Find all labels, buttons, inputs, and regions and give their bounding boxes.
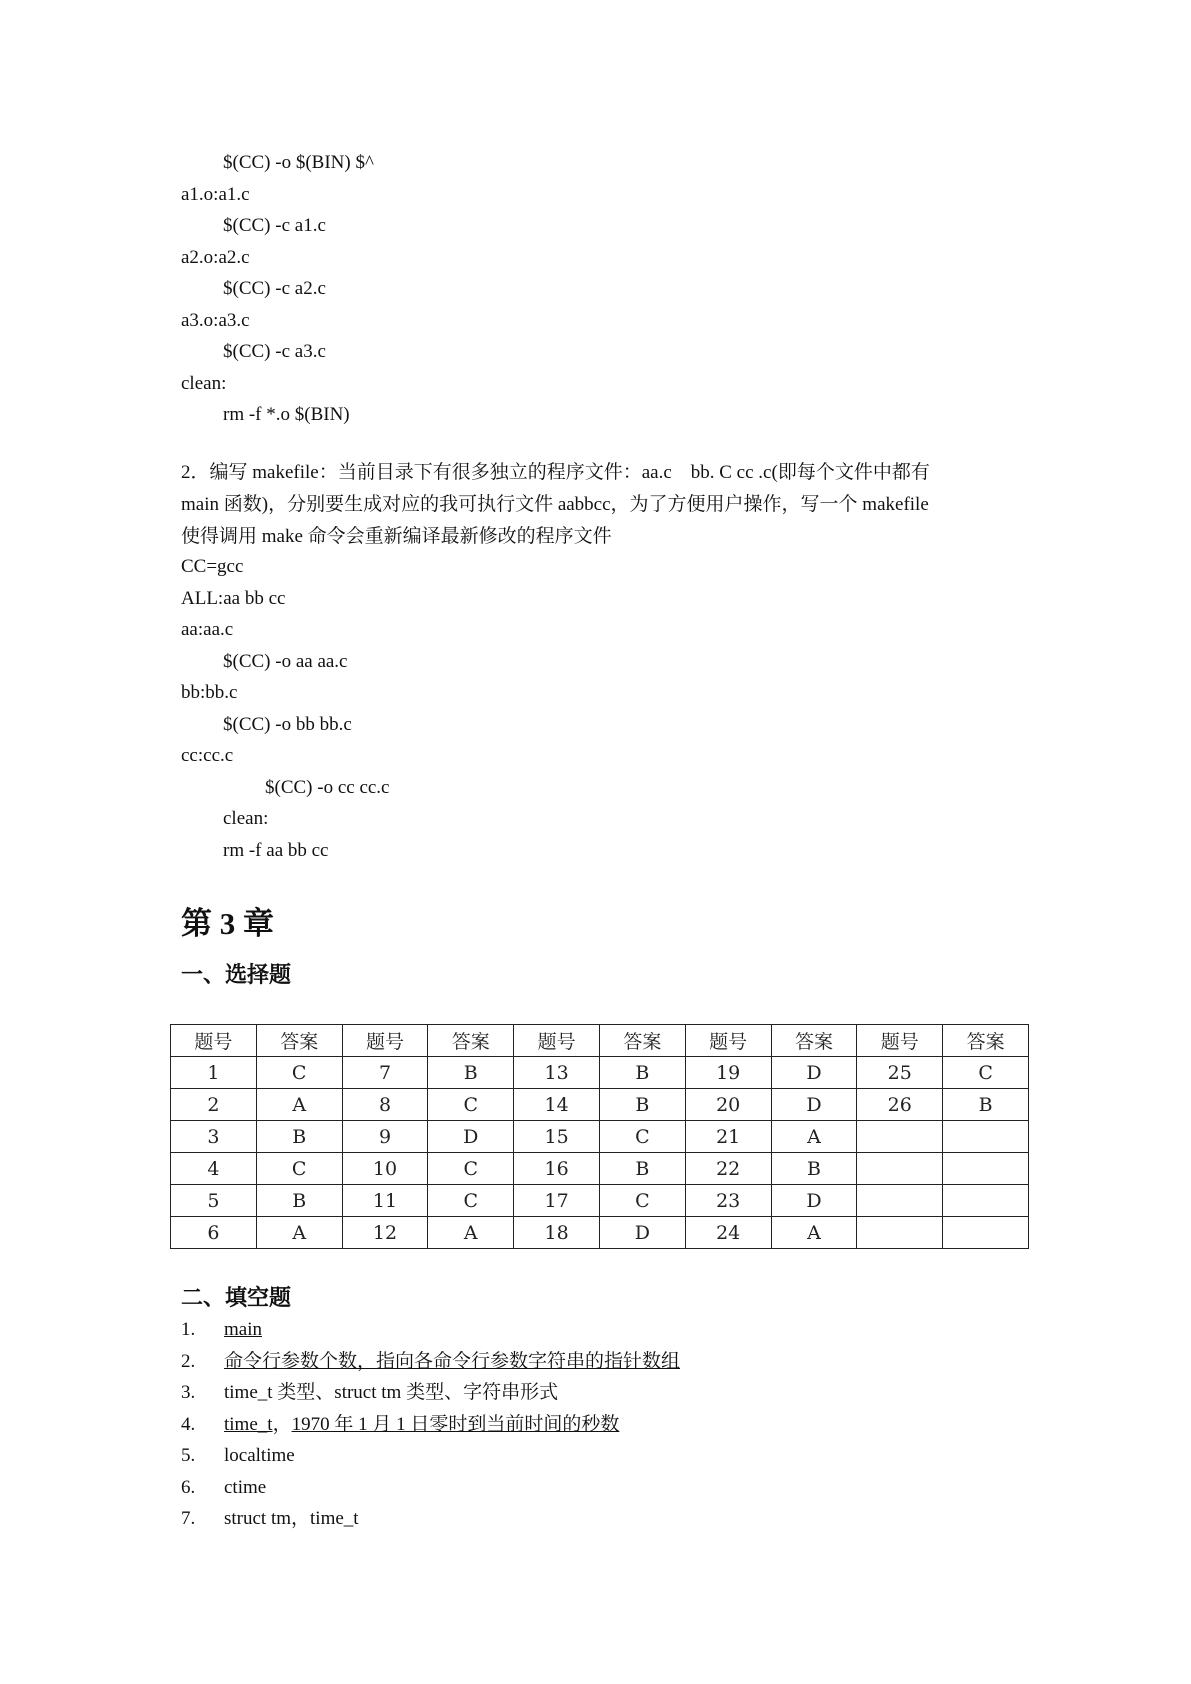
question-number-cell: [857, 1185, 943, 1217]
header-question-number: 题号: [514, 1025, 600, 1057]
answer-cell: C: [256, 1057, 342, 1089]
fill-item-answer: [224, 1381, 558, 1405]
question-number-cell: 21: [685, 1121, 771, 1153]
question-number-cell: 5: [171, 1185, 257, 1217]
question-2-line-3: 使得调用 make 命令会重新编译最新修改的程序文件: [181, 526, 612, 547]
fill-item-number: 7.: [181, 1508, 196, 1529]
question-number-cell: 25: [857, 1057, 943, 1089]
question-number-cell: 10: [342, 1153, 428, 1185]
table-row: [171, 1185, 1029, 1217]
answer-cell: A: [428, 1217, 514, 1249]
answer-table: [170, 1024, 1029, 1249]
answer-cell: B: [943, 1089, 1029, 1121]
question-number-cell: 18: [514, 1217, 600, 1249]
header-answer: 答案: [943, 1025, 1029, 1057]
code-line: clean:: [181, 372, 227, 394]
answer-cell: B: [599, 1057, 685, 1089]
answer-cell: D: [771, 1185, 857, 1217]
header-question-number: 题号: [342, 1025, 428, 1057]
code-line: $(CC) -o $(BIN) $^: [223, 152, 374, 173]
fill-item-answer: [224, 1444, 295, 1468]
question-number-cell: 11: [342, 1185, 428, 1217]
answer-text: time_t: [224, 1413, 273, 1435]
question-number-cell: 26: [857, 1089, 943, 1121]
fill-item-number: 3.: [181, 1382, 196, 1403]
answer-cell: [943, 1153, 1029, 1185]
fill-item-number: 1.: [181, 1319, 196, 1340]
question-number-cell: 15: [514, 1121, 600, 1153]
code-line: bb:bb.c: [181, 682, 238, 703]
code-line: a2.o:a2.c: [181, 246, 250, 268]
answer-cell: A: [256, 1217, 342, 1249]
question-number-cell: 12: [342, 1217, 428, 1249]
question-2-line-2: main 函数)，分别要生成对应的我可执行文件 aabbcc，为了方便用户操作，写一个 makefile: [181, 494, 929, 515]
answer-cell: [943, 1217, 1029, 1249]
code-line: cc:cc.c: [181, 745, 234, 766]
question-number-cell: 16: [514, 1153, 600, 1185]
answer-cell: C: [943, 1057, 1029, 1089]
question-number-cell: 14: [514, 1089, 600, 1121]
fill-item-number: 5.: [181, 1445, 196, 1466]
question-number-cell: 19: [685, 1057, 771, 1089]
answer-text: time_t 类型、struct tm 类型、字符串形式: [224, 1382, 559, 1403]
answer-cell: D: [771, 1057, 857, 1089]
question-number-cell: 7: [342, 1057, 428, 1089]
code-line: aa:aa.c: [181, 619, 234, 640]
section-choice-title: 一、选择题: [181, 962, 292, 987]
fill-item-answer: [224, 1318, 262, 1342]
fill-item-number: 6.: [181, 1476, 196, 1498]
question-number-cell: 17: [514, 1185, 600, 1217]
question-2-text: [181, 457, 1019, 553]
answer-cell: B: [599, 1153, 685, 1185]
answer-text: ，: [272, 1413, 292, 1435]
code-line: ALL:aa bb cc: [181, 587, 286, 609]
table-row: [171, 1217, 1029, 1249]
question-number-cell: 23: [685, 1185, 771, 1217]
question-number-cell: 9: [342, 1121, 428, 1153]
answer-cell: A: [771, 1217, 857, 1249]
question-number-cell: [857, 1121, 943, 1153]
question-number-cell: 4: [171, 1153, 257, 1185]
question-number-cell: 2: [171, 1089, 257, 1121]
question-number-cell: 13: [514, 1057, 600, 1089]
section-fill-title: 二、填空题: [181, 1285, 292, 1310]
answer-cell: C: [428, 1089, 514, 1121]
question-number-cell: 1: [171, 1057, 257, 1089]
answer-cell: [943, 1185, 1029, 1217]
answer-cell: C: [256, 1153, 342, 1185]
answer-cell: B: [428, 1057, 514, 1089]
answer-text: 1970 年 1 月 1 日零时到当前时间的秒数: [291, 1413, 620, 1435]
answer-cell: C: [428, 1185, 514, 1217]
code-line: $(CC) -c a2.c: [223, 278, 326, 299]
answer-table-body: [171, 1057, 1029, 1249]
header-question-number: 题号: [685, 1025, 771, 1057]
code-line: $(CC) -c a1.c: [223, 215, 326, 236]
answer-text: main: [224, 1319, 262, 1340]
table-row: [171, 1153, 1029, 1185]
answer-cell: C: [599, 1121, 685, 1153]
code-line: $(CC) -c a3.c: [223, 341, 326, 362]
answer-cell: B: [771, 1153, 857, 1185]
code-line: clean:: [223, 808, 269, 829]
fill-item-number: 2.: [181, 1350, 196, 1372]
code-line: a1.o:a1.c: [181, 183, 250, 205]
code-line: rm -f *.o $(BIN): [223, 404, 350, 425]
header-question-number: 题号: [857, 1025, 943, 1057]
code-line: $(CC) -o bb bb.c: [223, 713, 352, 735]
code-line: rm -f aa bb cc: [223, 839, 329, 861]
fill-item-answer: [224, 1413, 619, 1437]
code-line: a3.o:a3.c: [181, 309, 250, 331]
answer-table-header: [171, 1025, 1029, 1057]
answer-text: localtime: [224, 1445, 295, 1466]
answer-cell: B: [256, 1185, 342, 1217]
answer-cell: C: [428, 1153, 514, 1185]
answer-cell: A: [256, 1089, 342, 1121]
answer-cell: D: [599, 1217, 685, 1249]
answer-text: 命令行参数个数，指向各命令行参数字符串的指针数组: [224, 1350, 681, 1372]
question-number-cell: 24: [685, 1217, 771, 1249]
table-row: [171, 1089, 1029, 1121]
answer-cell: D: [771, 1089, 857, 1121]
question-number-cell: 3: [171, 1121, 257, 1153]
fill-item-answer: [224, 1507, 359, 1531]
question-2-line-1: 2．编写 makefile：当前目录下有很多独立的程序文件：aa.c bb. C cc .c(即每个文件中都有: [181, 462, 930, 483]
header-answer: 答案: [256, 1025, 342, 1057]
answer-cell: B: [256, 1121, 342, 1153]
code-line: CC=gcc: [181, 556, 244, 577]
answer-cell: C: [599, 1185, 685, 1217]
header-answer: 答案: [771, 1025, 857, 1057]
fill-item-answer: [224, 1350, 680, 1374]
fill-item-answer: [224, 1476, 266, 1500]
table-row: [171, 1057, 1029, 1089]
question-number-cell: [857, 1217, 943, 1249]
code-line: $(CC) -o aa aa.c: [223, 650, 348, 672]
answer-cell: [943, 1121, 1029, 1153]
answer-text: ctime: [224, 1476, 267, 1498]
code-line: $(CC) -o cc cc.c: [265, 776, 390, 798]
question-number-cell: 8: [342, 1089, 428, 1121]
question-number-cell: [857, 1153, 943, 1185]
answer-cell: A: [771, 1121, 857, 1153]
question-number-cell: 22: [685, 1153, 771, 1185]
chapter-title: 第 3 章: [181, 906, 274, 941]
question-number-cell: 20: [685, 1089, 771, 1121]
header-question-number: 题号: [171, 1025, 257, 1057]
header-answer: 答案: [428, 1025, 514, 1057]
header-answer: 答案: [599, 1025, 685, 1057]
answer-text: struct tm，time_t: [224, 1508, 359, 1529]
table-row: [171, 1121, 1029, 1153]
answer-cell: D: [428, 1121, 514, 1153]
fill-item-number: 4.: [181, 1413, 196, 1435]
question-number-cell: 6: [171, 1217, 257, 1249]
answer-cell: B: [599, 1089, 685, 1121]
